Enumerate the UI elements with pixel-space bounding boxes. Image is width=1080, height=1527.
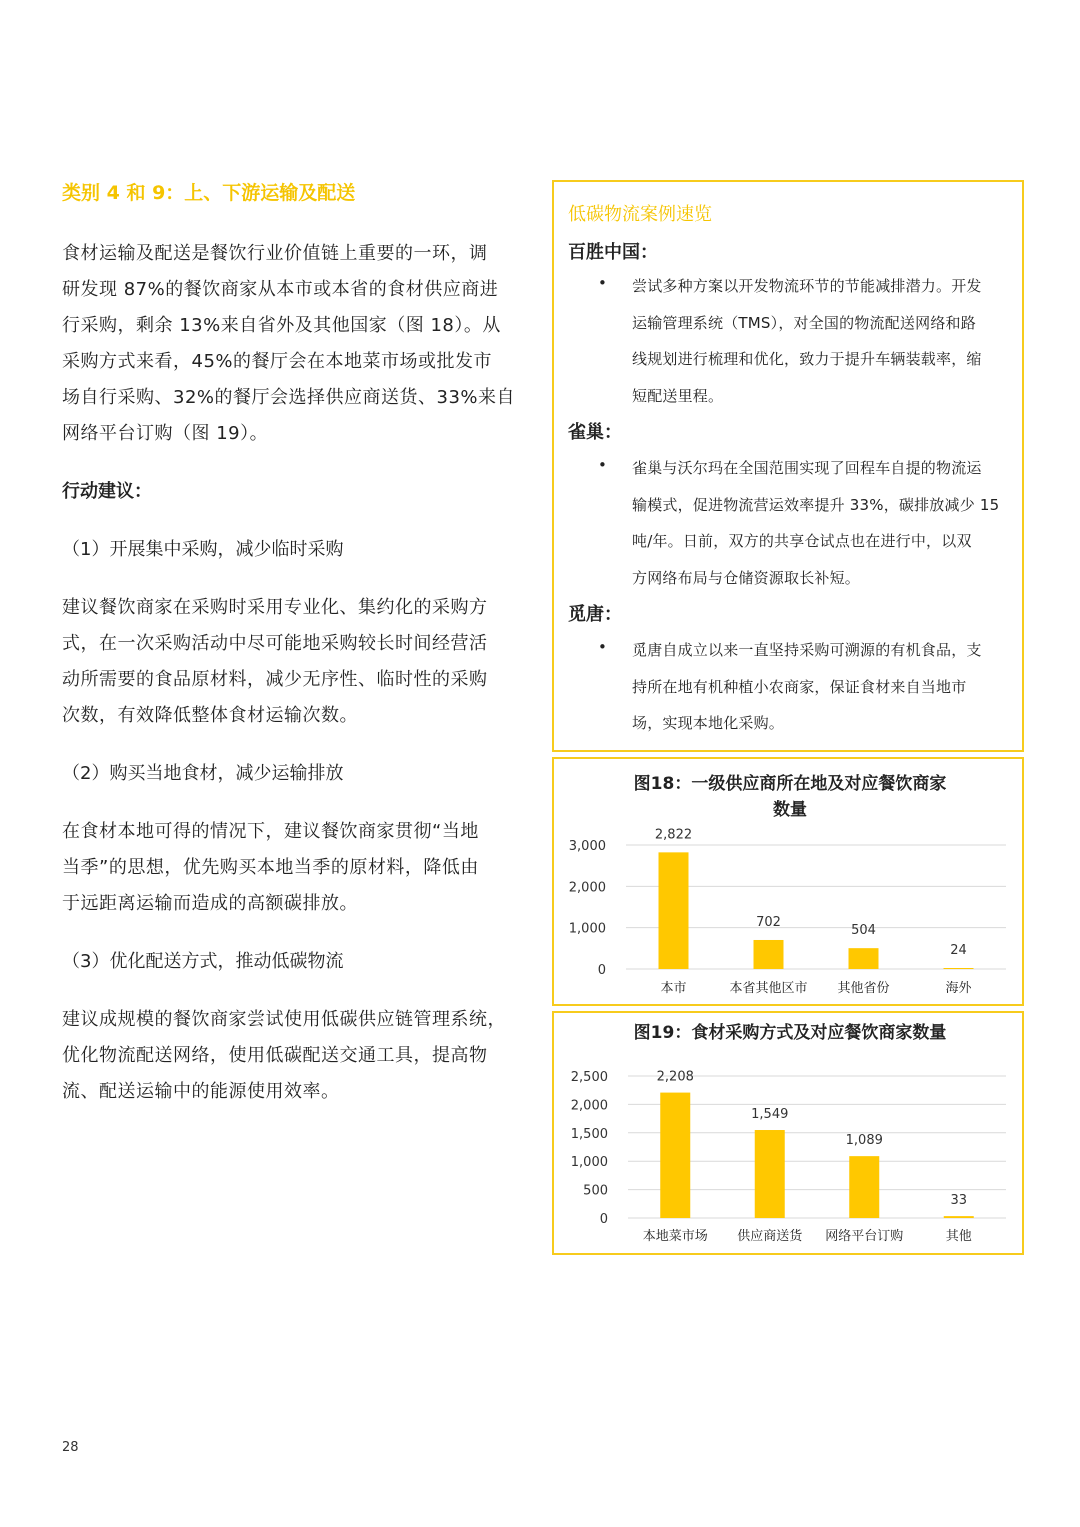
paragraph-line: 式，在一次采购活动中尽可能地采购较长时间经营活 xyxy=(62,633,488,654)
paragraph-line: 当季”的思想，优先购买本地当季的原材料，降低由 xyxy=(62,857,479,878)
case-yum-text xyxy=(632,268,1014,414)
case-box-title: 低碳物流案例速览 xyxy=(568,204,712,225)
action-1-title: （1）开展集中采购，减少临时采购 xyxy=(62,539,344,560)
y-tick-label: 2,500 xyxy=(570,1070,608,1085)
company-nestle: 雀巢： xyxy=(568,422,622,443)
data-label: 1,549 xyxy=(751,1107,789,1123)
case-line: 线规划进行梳理和优化，致力于提升车辆装载率，缩 xyxy=(632,350,982,368)
action-heading: 行动建议： xyxy=(62,481,152,502)
y-tick-label: 0 xyxy=(597,963,606,978)
bar xyxy=(944,968,974,969)
y-tick-label: 0 xyxy=(599,1212,608,1227)
case-line: 场，实现本地化采购。 xyxy=(632,714,785,732)
paragraph-line: 采购方式来看，45%的餐厅会在本地菜市场或批发市 xyxy=(62,351,493,372)
case-line: 短配送里程。 xyxy=(632,386,724,405)
chart-title: 图18：一级供应商所在地及对应餐饮商家 xyxy=(633,774,947,794)
section-title: 类别 4 和 9：上、下游运输及配送 xyxy=(62,182,356,204)
y-tick-label: 500 xyxy=(583,1183,608,1199)
intro-paragraph xyxy=(62,236,540,452)
case-line: 方网络布局与仓储资源取长补短。 xyxy=(632,568,861,587)
paragraph-line: 建议餐饮商家在采购时采用专业化、集约化的采购方 xyxy=(62,597,488,618)
paragraph-line: 场自行采购、32%的餐厅会选择供应商送货、33%来自 xyxy=(62,387,516,408)
case-study-box xyxy=(552,180,1024,752)
main-text-column xyxy=(62,236,540,1110)
paragraph-line: 在食材本地可得的情况下，建议餐饮商家贯彻“当地 xyxy=(62,821,479,842)
y-tick-label: 2,000 xyxy=(568,880,606,896)
paragraph-line: 网络平台订购（图 19）。 xyxy=(62,423,269,444)
case-line: 觅唐自成立以来一直坚持采购可溯源的有机食品，支 xyxy=(632,641,982,659)
bar xyxy=(849,1156,879,1218)
data-label: 1,089 xyxy=(845,1133,883,1149)
action-2-title: （2）购买当地食材，减少运输排放 xyxy=(62,763,344,784)
y-tick-label: 1,500 xyxy=(570,1126,608,1142)
data-label: 702 xyxy=(756,914,781,930)
bar xyxy=(944,1216,974,1218)
y-tick-label: 3,000 xyxy=(568,839,606,854)
page-number: 28 xyxy=(62,1440,79,1455)
chart-18 xyxy=(554,759,1026,1008)
case-line: 输模式，促进物流营运效率提升 33%，碳排放减少 15 xyxy=(632,495,1000,514)
bullet-icon: • xyxy=(598,456,607,474)
case-line: 雀巢与沃尔玛在全国范围实现了回程车自提的物流运 xyxy=(632,459,982,477)
data-label: 33 xyxy=(950,1193,968,1209)
company-yum-china: 百胜中国： xyxy=(568,242,658,263)
bullet-icon: • xyxy=(598,274,607,292)
x-tick-label: 海外 xyxy=(945,981,972,996)
x-tick-label: 本地菜市场 xyxy=(642,1229,708,1244)
x-tick-label: 本市 xyxy=(660,981,687,996)
y-tick-label: 1,000 xyxy=(570,1155,608,1171)
bar xyxy=(754,940,784,969)
chart-title: 图19：食材采购方式及对应餐饮商家数量 xyxy=(633,1023,947,1043)
paragraph-line: 研发现 87%的餐饮商家从本市或本省的食材供应商进 xyxy=(62,279,499,300)
paragraph-line: 于远距离运输而造成的高额碳排放。 xyxy=(62,893,358,914)
data-label: 24 xyxy=(950,943,967,958)
action-1-paragraph xyxy=(62,590,540,734)
case-line: 运输管理系统（TMS），对全国的物流配送网络和路 xyxy=(632,313,976,332)
paragraph-line: 流、配送运输中的能源使用效率。 xyxy=(62,1081,340,1102)
y-tick-label: 1,000 xyxy=(568,921,606,937)
data-label: 504 xyxy=(851,923,876,939)
bullet-icon: • xyxy=(598,638,607,656)
bar xyxy=(660,1093,690,1218)
x-tick-label: 本省其他区市 xyxy=(729,981,808,996)
action-2-paragraph xyxy=(62,814,540,922)
bar xyxy=(755,1130,785,1218)
paragraph-line: 优化物流配送网络，使用低碳配送交通工具，提高物 xyxy=(62,1045,488,1066)
case-line: 尝试多种方案以开发物流环节的节能减排潜力。开发 xyxy=(632,277,982,295)
paragraph-line: 建议成规模的餐饮商家尝试使用低碳供应链管理系统， xyxy=(62,1009,506,1030)
case-line: 吨/年。日前，双方的共享仓试点也在进行中，以双 xyxy=(632,532,972,550)
bar xyxy=(849,948,879,969)
chart-18-box xyxy=(552,757,1024,1006)
chart-19-box xyxy=(552,1011,1024,1255)
paragraph-line: 食材运输及配送是餐饮行业价值链上重要的一环，调 xyxy=(62,243,488,264)
action-3-title: （3）优化配送方式，推动低碳物流 xyxy=(62,951,344,972)
x-tick-label: 供应商送货 xyxy=(737,1229,803,1244)
y-tick-label: 2,000 xyxy=(570,1098,608,1114)
paragraph-line: 行采购，剩余 13%来自省外及其他国家（图 18）。从 xyxy=(62,315,501,336)
case-nestle-text xyxy=(632,450,1014,596)
paragraph-line: 次数，有效降低整体食材运输次数。 xyxy=(62,705,358,726)
chart-title: 数量 xyxy=(773,800,807,820)
x-tick-label: 网络平台订购 xyxy=(825,1229,904,1244)
data-label: 2,822 xyxy=(654,827,693,843)
x-tick-label: 其他 xyxy=(945,1229,972,1244)
action-3-paragraph xyxy=(62,1002,540,1110)
bar xyxy=(659,852,689,969)
company-mitang: 觅唐： xyxy=(568,604,622,625)
chart-19 xyxy=(554,1013,1026,1257)
data-label: 2,208 xyxy=(656,1069,694,1085)
case-line: 持所在地有机种植小农商家，保证食材来自当地市 xyxy=(632,677,967,696)
case-mitang-text xyxy=(632,632,1014,742)
paragraph-line: 动所需要的食品原材料，减少无序性、临时性的采购 xyxy=(62,669,488,690)
x-tick-label: 其他省份 xyxy=(837,981,890,996)
